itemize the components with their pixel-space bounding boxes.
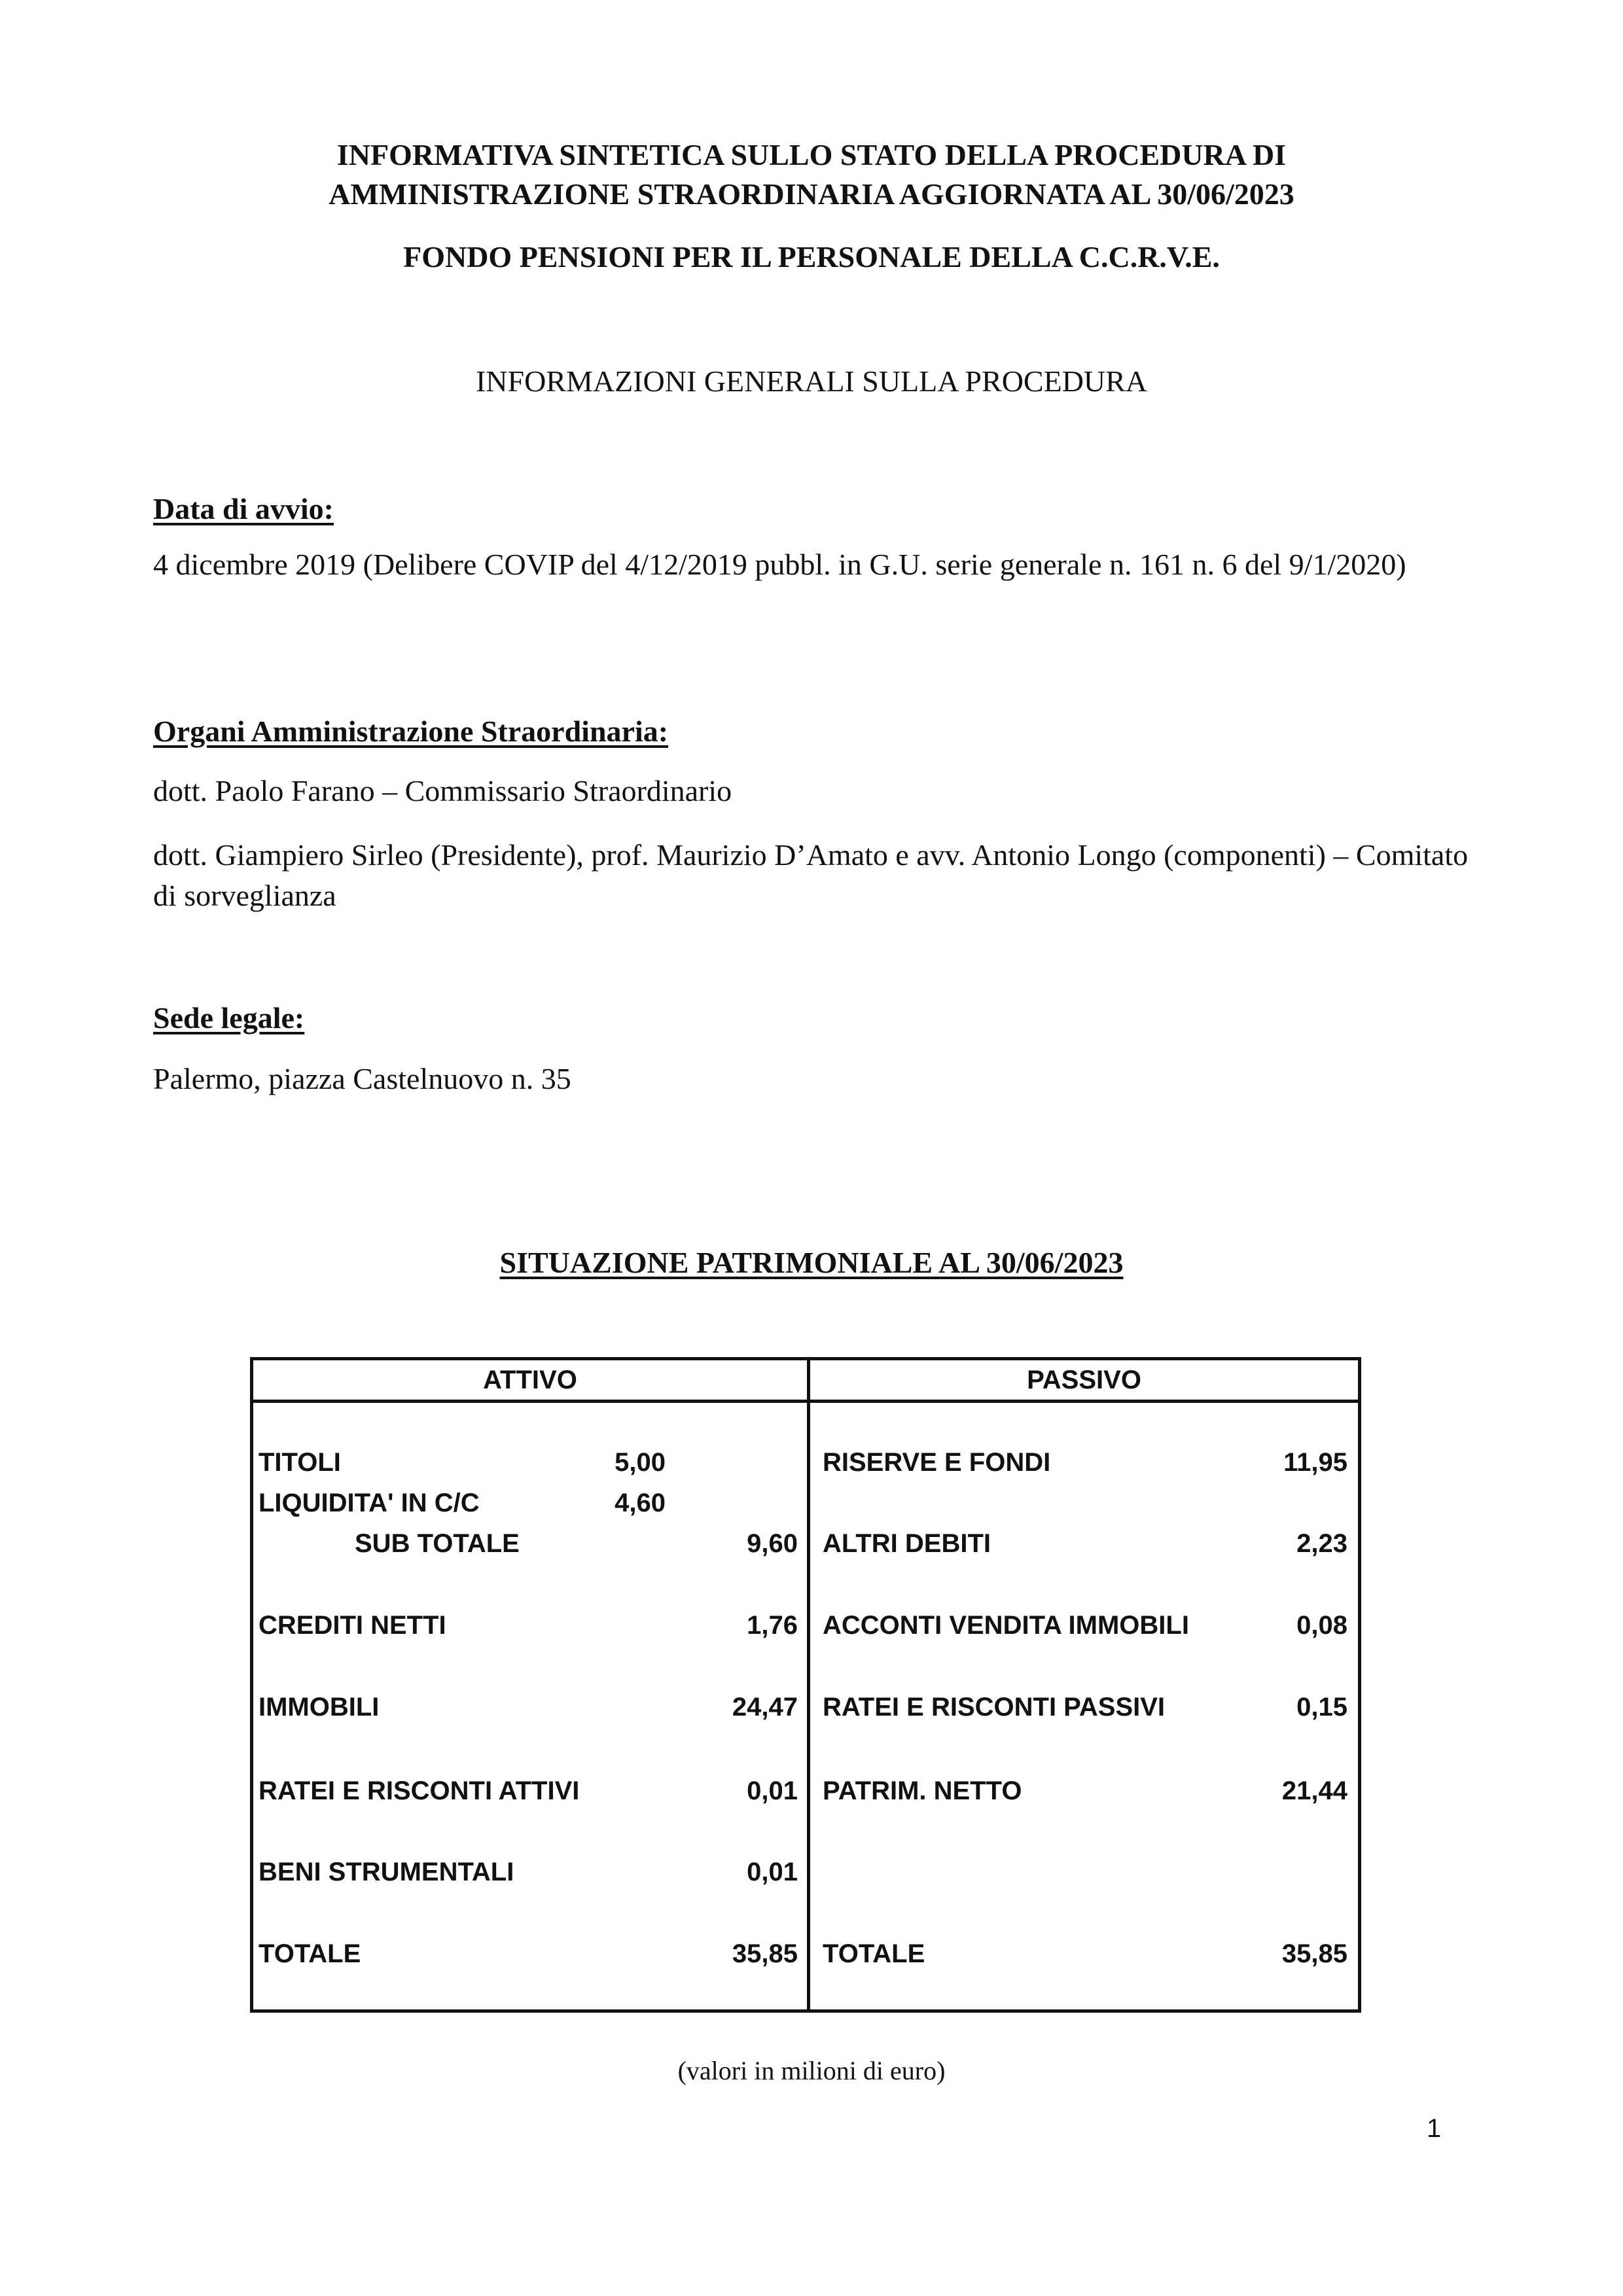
balance-sheet-table xyxy=(250,1357,1361,2013)
seat-text: Palermo, piazza Castelnuovo n. 35 xyxy=(153,1062,571,1095)
liability-value-riserve: 11,95 xyxy=(1283,1448,1347,1477)
document-title-line-1: INFORMATIVA SINTETICA SULLO STATO DELLA PROCEDURA DI xyxy=(336,138,1287,171)
balance-sheet-title: SITUAZIONE PATRIMONIALE AL 30/06/2023 xyxy=(499,1246,1124,1279)
section-general-heading: INFORMAZIONI GENERALI SULLA PROCEDURA xyxy=(475,364,1148,398)
asset-label-ratei-attivi: RATEI E RISCONTI ATTIVI xyxy=(259,1776,580,1805)
asset-label-titoli: TITOLI xyxy=(259,1448,341,1477)
organs-heading: Organi Amministrazione Straordinaria: xyxy=(153,715,669,748)
liability-value-totale: 35,85 xyxy=(1281,1939,1347,1968)
asset-label-immobili: IMMOBILI xyxy=(259,1693,380,1722)
liability-value-ratei-passivi: 0,15 xyxy=(1296,1693,1347,1722)
asset-value-beni: 0,01 xyxy=(747,1858,798,1886)
asset-label-beni: BENI STRUMENTALI xyxy=(259,1858,514,1886)
column-divider xyxy=(807,1360,810,2009)
start-date-text: 4 dicembre 2019 (Delibere COVIP del 4/12/2019 pubbl. in G.U. serie generale n. 161 n. 6 del 9/1/2020) xyxy=(153,548,1406,581)
liability-value-debiti: 2,23 xyxy=(1296,1529,1347,1558)
values-note: (valori in milioni di euro) xyxy=(677,2056,946,2085)
liability-label-riserve: RISERVE E FONDI xyxy=(823,1448,1051,1477)
assets-header: ATTIVO xyxy=(483,1366,577,1394)
liability-label-debiti: ALTRI DEBITI xyxy=(823,1529,991,1558)
asset-value-titoli: 5,00 xyxy=(615,1448,666,1477)
liabilities-header: PASSIVO xyxy=(1027,1366,1141,1394)
page-number: 1 xyxy=(1427,2114,1442,2143)
asset-label-liquidita: LIQUIDITA' IN C/C xyxy=(259,1489,480,1517)
asset-value-totale: 35,85 xyxy=(732,1939,798,1968)
committee-text: dott. Giampiero Sirleo (Presidente), prof. Maurizio D’Amato e avv. Antonio Longo (componenti) – Comitato di sorveglianza xyxy=(153,838,1469,912)
asset-value-crediti: 1,76 xyxy=(747,1611,798,1640)
document-title-line-2: AMMINISTRAZIONE STRAORDINARIA AGGIORNATA AL 30/06/2023 xyxy=(329,177,1294,211)
header-divider xyxy=(253,1400,1358,1403)
seat-heading: Sede legale: xyxy=(153,1001,305,1034)
start-date-heading: Data di avvio: xyxy=(153,492,334,525)
asset-value-subtotale: 9,60 xyxy=(747,1529,798,1558)
asset-value-ratei-attivi: 0,01 xyxy=(747,1776,798,1805)
asset-label-subtotale: SUB TOTALE xyxy=(355,1529,520,1558)
asset-label-crediti: CREDITI NETTI xyxy=(259,1611,446,1640)
liability-label-patrimonio: PATRIM. NETTO xyxy=(823,1776,1022,1805)
asset-value-immobili: 24,47 xyxy=(732,1693,798,1722)
liability-label-totale: TOTALE xyxy=(823,1939,925,1968)
liability-value-patrimonio: 21,44 xyxy=(1281,1776,1347,1805)
liability-label-acconti: ACCONTI VENDITA IMMOBILI xyxy=(823,1611,1189,1640)
fund-name: FONDO PENSIONI PER IL PERSONALE DELLA C.C.R.V.E. xyxy=(403,240,1220,274)
asset-value-liquidita: 4,60 xyxy=(615,1489,666,1517)
liability-value-acconti: 0,08 xyxy=(1296,1611,1347,1640)
asset-label-totale: TOTALE xyxy=(259,1939,361,1968)
commissioner-text: dott. Paolo Farano – Commissario Straordinario xyxy=(153,774,732,807)
liability-label-ratei-passivi: RATEI E RISCONTI PASSIVI xyxy=(823,1693,1166,1722)
